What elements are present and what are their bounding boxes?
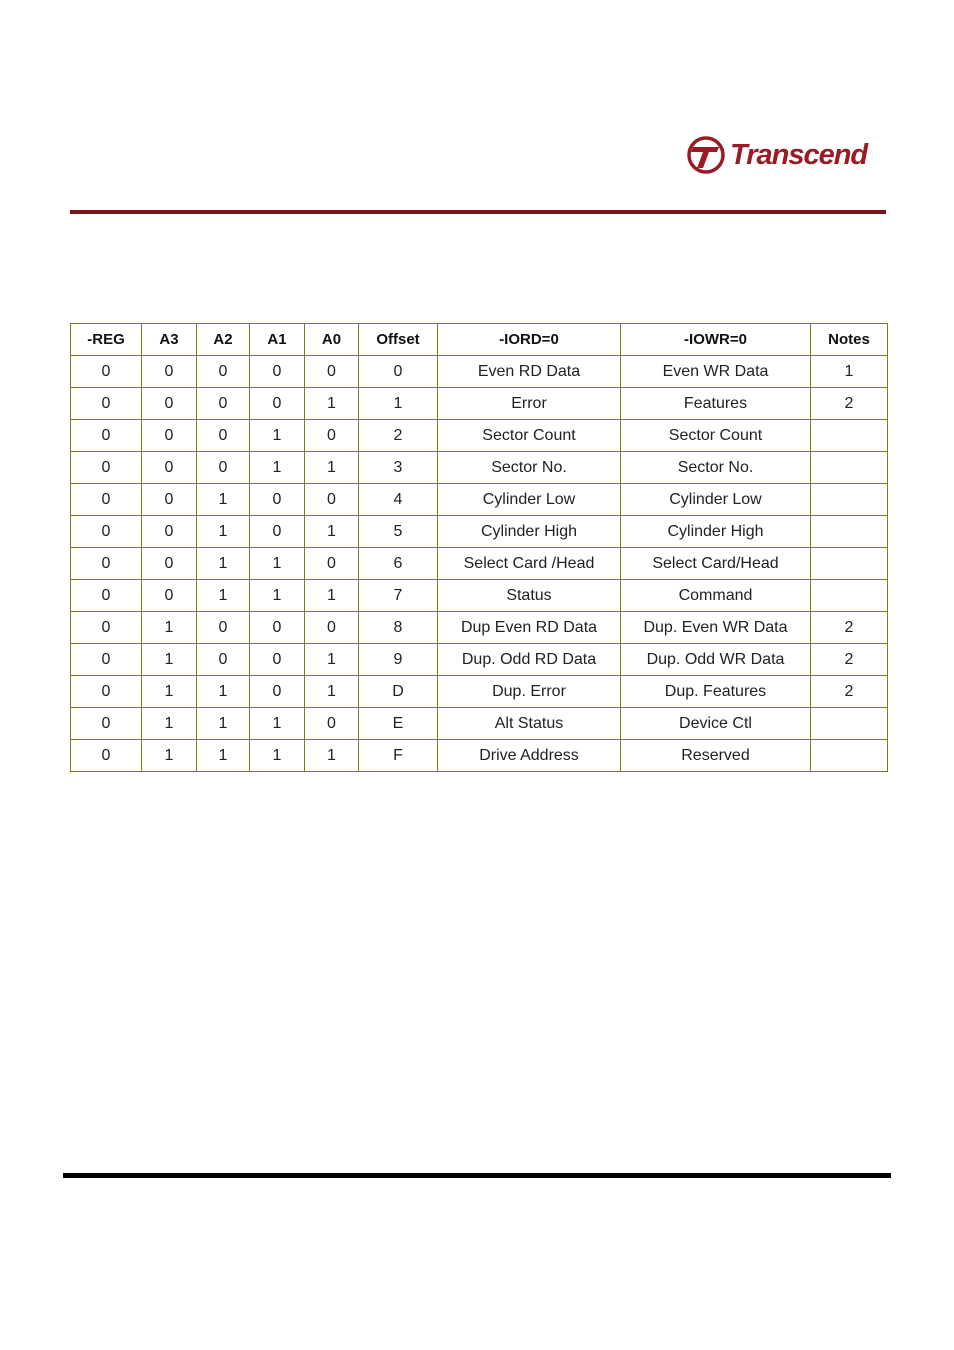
table-row xyxy=(71,740,888,772)
cell-a3: 0 xyxy=(142,484,197,516)
table-row xyxy=(71,356,888,388)
cell-a1: 1 xyxy=(250,548,305,580)
cell-iowr: Cylinder High xyxy=(621,516,811,548)
cell-iowr: Command xyxy=(621,580,811,612)
cell-notes: 2 xyxy=(811,612,888,644)
cell-a3: 0 xyxy=(142,356,197,388)
cell-a3: 1 xyxy=(142,740,197,772)
cell-notes xyxy=(811,420,888,452)
cell-a3: 0 xyxy=(142,452,197,484)
cell-offset: 1 xyxy=(359,388,438,420)
cell-a0: 1 xyxy=(305,580,359,612)
table-row xyxy=(71,612,888,644)
cell-a1: 0 xyxy=(250,644,305,676)
column-header: -IORD=0 xyxy=(438,324,621,356)
cell-a2: 1 xyxy=(197,676,250,708)
cell-a3: 0 xyxy=(142,388,197,420)
cell-offset: E xyxy=(359,708,438,740)
table-header-row xyxy=(71,324,888,356)
cell-iowr: Features xyxy=(621,388,811,420)
table-row xyxy=(71,516,888,548)
column-header: Offset xyxy=(359,324,438,356)
cell-offset: 2 xyxy=(359,420,438,452)
column-header: -REG xyxy=(71,324,142,356)
cell-a2: 1 xyxy=(197,548,250,580)
cell-notes: 1 xyxy=(811,356,888,388)
table-row xyxy=(71,420,888,452)
table-row xyxy=(71,484,888,516)
cell-a0: 0 xyxy=(305,420,359,452)
cell-a2: 1 xyxy=(197,580,250,612)
table-row xyxy=(71,388,888,420)
cell-offset: F xyxy=(359,740,438,772)
cell-iord: Drive Address xyxy=(438,740,621,772)
cell-a2: 0 xyxy=(197,452,250,484)
transcend-logo-mark-icon xyxy=(686,135,726,175)
cell-offset: 7 xyxy=(359,580,438,612)
cell-a1: 1 xyxy=(250,708,305,740)
cell-reg: 0 xyxy=(71,388,142,420)
cell-a2: 1 xyxy=(197,516,250,548)
cell-offset: 9 xyxy=(359,644,438,676)
cell-notes xyxy=(811,708,888,740)
cell-iord: Alt Status xyxy=(438,708,621,740)
cell-iord: Status xyxy=(438,580,621,612)
cell-a2: 0 xyxy=(197,612,250,644)
cell-iord: Sector No. xyxy=(438,452,621,484)
cell-reg: 0 xyxy=(71,484,142,516)
cell-a0: 1 xyxy=(305,516,359,548)
cell-reg: 0 xyxy=(71,548,142,580)
cell-a0: 1 xyxy=(305,644,359,676)
cell-reg: 0 xyxy=(71,356,142,388)
table-row xyxy=(71,452,888,484)
cell-a2: 0 xyxy=(197,644,250,676)
transcend-logo xyxy=(686,134,867,176)
cell-iowr: Reserved xyxy=(621,740,811,772)
cell-reg: 0 xyxy=(71,740,142,772)
cell-a2: 0 xyxy=(197,388,250,420)
cell-iord: Error xyxy=(438,388,621,420)
cell-iowr: Dup. Even WR Data xyxy=(621,612,811,644)
cell-reg: 0 xyxy=(71,676,142,708)
cell-notes xyxy=(811,580,888,612)
cell-a2: 0 xyxy=(197,356,250,388)
column-header: A3 xyxy=(142,324,197,356)
cell-iord: Even RD Data xyxy=(438,356,621,388)
cell-a3: 0 xyxy=(142,548,197,580)
table-row xyxy=(71,708,888,740)
column-header: A1 xyxy=(250,324,305,356)
cell-a3: 1 xyxy=(142,676,197,708)
cell-a0: 1 xyxy=(305,740,359,772)
cell-iowr: Sector Count xyxy=(621,420,811,452)
cell-a3: 0 xyxy=(142,516,197,548)
cell-iowr: Dup. Odd WR Data xyxy=(621,644,811,676)
cell-iowr: Even WR Data xyxy=(621,356,811,388)
cell-a0: 1 xyxy=(305,388,359,420)
cell-a1: 1 xyxy=(250,420,305,452)
table-row xyxy=(71,676,888,708)
cell-iowr: Device Ctl xyxy=(621,708,811,740)
cell-a3: 0 xyxy=(142,420,197,452)
cell-a0: 0 xyxy=(305,708,359,740)
brand-name: Transcend xyxy=(730,138,868,171)
cell-iord: Cylinder Low xyxy=(438,484,621,516)
cell-a2: 1 xyxy=(197,484,250,516)
cell-iowr: Cylinder Low xyxy=(621,484,811,516)
cell-notes xyxy=(811,452,888,484)
cell-iord: Sector Count xyxy=(438,420,621,452)
cell-a2: 1 xyxy=(197,708,250,740)
cell-a1: 0 xyxy=(250,356,305,388)
cell-notes xyxy=(811,740,888,772)
cell-reg: 0 xyxy=(71,516,142,548)
cell-iord: Dup. Error xyxy=(438,676,621,708)
cell-offset: D xyxy=(359,676,438,708)
cell-offset: 8 xyxy=(359,612,438,644)
cell-reg: 0 xyxy=(71,580,142,612)
cell-a1: 0 xyxy=(250,388,305,420)
cell-offset: 5 xyxy=(359,516,438,548)
cell-notes xyxy=(811,548,888,580)
column-header: -IOWR=0 xyxy=(621,324,811,356)
cell-a1: 0 xyxy=(250,612,305,644)
cell-a3: 1 xyxy=(142,612,197,644)
cell-notes: 2 xyxy=(811,676,888,708)
cell-a1: 1 xyxy=(250,740,305,772)
column-header: A0 xyxy=(305,324,359,356)
cell-reg: 0 xyxy=(71,708,142,740)
cell-a3: 1 xyxy=(142,644,197,676)
cell-a2: 1 xyxy=(197,740,250,772)
cell-a1: 1 xyxy=(250,580,305,612)
cell-a0: 0 xyxy=(305,548,359,580)
cell-a0: 1 xyxy=(305,676,359,708)
cell-a0: 0 xyxy=(305,612,359,644)
table-row xyxy=(71,644,888,676)
cell-iord: Cylinder High xyxy=(438,516,621,548)
cell-a0: 0 xyxy=(305,356,359,388)
cell-iowr: Sector No. xyxy=(621,452,811,484)
cell-iord: Dup Even RD Data xyxy=(438,612,621,644)
cell-iord: Dup. Odd RD Data xyxy=(438,644,621,676)
cell-offset: 4 xyxy=(359,484,438,516)
register-table xyxy=(70,323,888,772)
cell-iord: Select Card /Head xyxy=(438,548,621,580)
cell-offset: 3 xyxy=(359,452,438,484)
cell-a1: 0 xyxy=(250,676,305,708)
table-row xyxy=(71,548,888,580)
cell-notes: 2 xyxy=(811,388,888,420)
cell-a0: 1 xyxy=(305,452,359,484)
cell-iowr: Dup. Features xyxy=(621,676,811,708)
cell-offset: 0 xyxy=(359,356,438,388)
cell-notes xyxy=(811,516,888,548)
cell-reg: 0 xyxy=(71,452,142,484)
cell-a1: 1 xyxy=(250,452,305,484)
header-divider xyxy=(70,210,886,214)
cell-notes: 2 xyxy=(811,644,888,676)
cell-reg: 0 xyxy=(71,612,142,644)
cell-notes xyxy=(811,484,888,516)
table-body xyxy=(71,356,888,772)
cell-offset: 6 xyxy=(359,548,438,580)
table-row xyxy=(71,580,888,612)
cell-a0: 0 xyxy=(305,484,359,516)
cell-reg: 0 xyxy=(71,420,142,452)
cell-a1: 0 xyxy=(250,516,305,548)
column-header: Notes xyxy=(811,324,888,356)
cell-iowr: Select Card/Head xyxy=(621,548,811,580)
cell-a3: 0 xyxy=(142,580,197,612)
cell-a2: 0 xyxy=(197,420,250,452)
column-header: A2 xyxy=(197,324,250,356)
footer-divider xyxy=(63,1173,891,1178)
cell-reg: 0 xyxy=(71,644,142,676)
cell-a3: 1 xyxy=(142,708,197,740)
cell-a1: 0 xyxy=(250,484,305,516)
